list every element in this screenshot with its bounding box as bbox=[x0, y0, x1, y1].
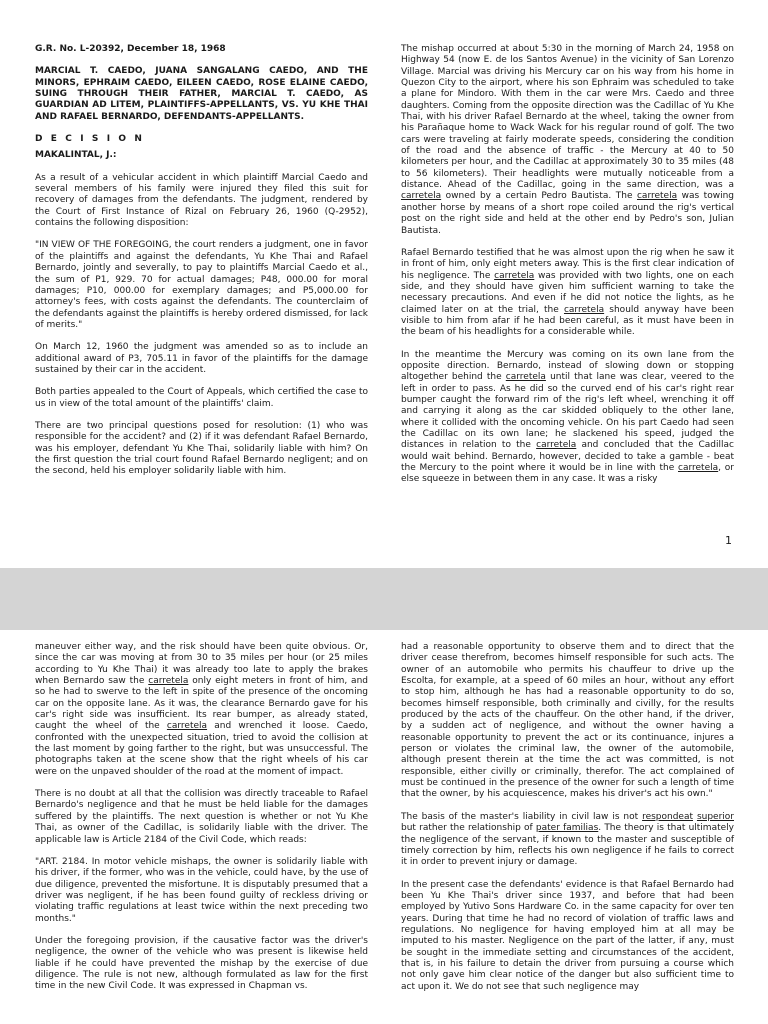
text-run: , or else squeeze in between them in any case. It was a risky bbox=[401, 463, 734, 485]
underlined-term: superior bbox=[696, 811, 734, 822]
underlined-term: carretela bbox=[166, 721, 208, 732]
underlined-term: carretela bbox=[494, 270, 535, 281]
text-run: was towing another horse by means of a short rope coiled around the rig's vertical post on the right side and held at the other end by Pedro's son, Julian Bautista. bbox=[401, 191, 734, 236]
underlined-term: carretela bbox=[563, 304, 605, 315]
text-run: but rather the relationship of bbox=[401, 823, 536, 834]
ponente: MAKALINTAL, J.: bbox=[35, 150, 117, 161]
underlined-term: carretela bbox=[636, 191, 678, 202]
text-run: In the meantime the Mercury was coming on its own lane from the opposite direction. Bernardo, instead of slowing down or stopping altogether behind the bbox=[401, 349, 734, 383]
case-number: G.R. No. L-20392, December 18, 1968 bbox=[35, 44, 226, 54]
text-run: was provided with two lights, one on each side, and they should have given him sufficient warning to take the necessary precautions. And even if he did not notice the lights, as he claimed later on at the trial, the bbox=[401, 270, 734, 315]
document-page-2 bbox=[0, 630, 768, 1024]
quoted-disposition: "IN VIEW OF THE FOREGOING, the court renders a judgment, one in favor of the plaintiffs and against the defendants, Yu Khe Thai and Rafael Bernardo, jointly and severally, to pay to plaintiffs Marcial Caedo et al., the sum of P1, 929. 70 for actual damages; P48, 000.00 for moral damages; P10, 000.00 for exemplary damages; and P5,000.00 for attorney's fees, with costs against the defendants. The counterclaim of the defendants against the plaintiffs is hereby ordered dismissed, for lack of merits." bbox=[35, 240, 368, 330]
paragraph: Under the foregoing provision, if the causative factor was the driver's negligence, the owner of the vehicle who was present is likewise held liable if he could have prevented the mishap by the exercise of due diligence. The rule is not new, although formulated as law for the first time in the new Civil Code. It was expressed in Chapman vs. bbox=[35, 935, 368, 992]
paragraph: There is no doubt at all that the collision was directly traceable to Rafael Bernardo's negligence and that he must be held liable for the damages suffered by the plaintiffs. The next question is whether or not Yu Khe Thai, as owner of the Cadillac, is solidarily liable with the driver. The applicable law is Article 2184 of the Civil Code, which reads: bbox=[35, 789, 368, 845]
paragraph bbox=[401, 812, 734, 869]
paragraph bbox=[401, 44, 734, 237]
text-run: The basis of the master's liability in civil law is not bbox=[401, 811, 643, 822]
underlined-term: carretela bbox=[536, 440, 577, 451]
text-run: and wrenched it loose. Caedo, confronted with the unexpected situation, tried to avoid the collision at the last moment by going farther to the right, but was unsuccessful. The photographs taken at the scene show that the right wheels of his car were on the unpaved shoulder of the road at the moment of impact. bbox=[35, 721, 368, 777]
text-run: and concluded that the Cadillac would wait behind. Bernardo, however, decided to take a gamble - beat the Mercury to the point where it would be in line with the bbox=[401, 440, 734, 474]
underlined-term: respondeat bbox=[642, 811, 694, 822]
text-run: until that lane was clear, veered to the left in order to pass. As he did so the curved end of his car's right rear bumper caught the forward rim of the rig's left wheel, wrenching it off and carrying it along as the car skidded obliquely to the other lane, where it collided with the oncoming vehicle. On his part Caedo had seen the Cadillac on its own lane; he slackened his speed, judged the distances in relation to the bbox=[401, 372, 734, 451]
paragraph: On March 12, 1960 the judgment was amended so as to include an additional award of P3, 705.11 in favor of the plaintiffs for the damage sustained by their car in the accident. bbox=[35, 342, 368, 375]
text-run: owned by a certain Pedro Bautista. The bbox=[441, 191, 637, 202]
underlined-term: carretela bbox=[505, 372, 546, 383]
quoted-article: "ART. 2184. In motor vehicle mishaps, the owner is solidarily liable with his driver, if the former, who was in the vehicle, could have, by the use of due diligence, prevented the misfortune. It is disputably presumed that a driver was negligent, if he has been found guilty of reckless driving or violating traffic regulations at least twice within the next preceding two months." bbox=[35, 856, 368, 924]
text-run: . The theory is that ultimately the negligence of the servant, if known to the master and susceptible of timely correction by him, reflects his own negligence if he fails to correct it in order to prevent injury or damage. bbox=[401, 823, 734, 868]
text-run: maneuver either way, and the risk should have been quite obvious. Or, since the car was moving at from 30 to 35 miles per hour (or 25 miles according to Yu Khe Thai) it was already too late to apply the brakes when Bernardo saw the bbox=[35, 642, 368, 687]
text-run: only eight meters in front of him, and so he had to swerve to the left in spite of the presence of the oncoming car on the opposite lane. As it was, the clearance Bernardo gave for his car's right side was insufficient. Its rear bumper, as already stated, caught the wheel of the bbox=[35, 676, 368, 732]
page-number: 1 bbox=[725, 534, 732, 547]
paragraph: There are two principal questions posed for resolution: (1) who was responsible for the accident? and (2) if it was defendant Rafael Bernardo, was his employer, defendant Yu Khe Thai, solidarily liable with him? On the first question the trial court found Rafael Bernardo negligent; and on the second, held his employer solidarily liable with him. bbox=[35, 420, 368, 477]
underlined-term: pater familias bbox=[535, 823, 599, 834]
underlined-term: carretela bbox=[678, 463, 719, 474]
paragraph bbox=[35, 642, 368, 778]
paragraph: As a result of a vehicular accident in which plaintiff Marcial Caedo and several members of his family were injured they filed this suit for recovery of damages from the defendants. The judgment, rendered by the Court of First Instance of Rizal on February 26, 1960 (Q-2952), contains the following disposition: bbox=[35, 172, 368, 229]
paragraph: In the present case the defendants' evidence is that Rafael Bernardo had been Yu Khe Thai's driver since 1937, and before that had been employed by Yutivo Sons Hardware Co. in the same capacity for over ten years. During that time he had no record of violation of traffic laws and regulations. No negligence for having employed him at all may be imputed to his master. Negligence on the part of the latter, if any, must be sought in the immediate setting and circumstances of the accident, that is, in his failure to detain the driver from pursuing a course which not only gave him clear notice of the danger but also sufficient time to act upon it. We do not see that such negligence may bbox=[401, 879, 734, 992]
paragraph bbox=[401, 350, 734, 486]
paragraph bbox=[401, 248, 734, 339]
underlined-term: carretela bbox=[401, 191, 442, 202]
underlined-term: carretela bbox=[148, 676, 189, 687]
page-1-left-column bbox=[35, 44, 368, 489]
paragraph: Both parties appealed to the Court of Appeals, which certified the case to us in view of the total amount of the plaintiffs' claim. bbox=[35, 387, 368, 409]
decision-heading: D E C I S I O N bbox=[35, 134, 145, 145]
text-run: The mishap occurred at about 5:30 in the morning of March 24, 1958 on Highway 54 (now E. de los Santos Avenue) in the vicinity of San Lorenzo Village. Marcial was driving his Mercury car on his way from his home in Quezon City to the airport, where his son Ephraim was scheduled to take a plane for Mindoro. With them in the car were Mrs. Caedo and three daughters. Coming from the opposite direction was the Cadillac of Yu Khe Thai, with his driver Rafael Bernardo at the wheel, taking the owner from his Parañaque home to Wack Wack for his regular round of golf. The two cars were traveling at fairly moderate speeds, considering the condition of the road and the absence of traffic - the Mercury at 40 to 50 kilometers per hour, and the Cadillac at approximately 30 to 35 miles (48 to 56 kilometers). Their headlights were mutually noticeable from a distance. Ahead of the Cadillac, going in the same direction, was a bbox=[401, 44, 734, 191]
case-parties: MARCIAL T. CAEDO, JUANA SANGALANG CAEDO, AND THE MINORS, EPHRAIM CAEDO, EILEEN CAEDO, ROSE ELAINE CAEDO, SUING THROUGH THEIR FATHER, MARCIAL T. CAEDO, AS GUARDIAN AD LITEM, PLAINTIFFS-APPELLANTS, VS. YU KHE THAI AND RAFAEL BERNARDO, DEFENDANTS-APPELLANTS. bbox=[35, 66, 368, 122]
page-2-left-column bbox=[35, 642, 368, 1004]
paragraph: had a reasonable opportunity to observe them and to direct that the driver cease therefrom, becomes himself responsible for such acts. The owner of an automobile who permits his chauffeur to drive up the Escolta, for example, at a speed of 60 miles an hour, without any effort to stop him, although he has had a reasonable opportunity to do so, becomes himself responsible, both criminally and civilly, for the results produced by the acts of the chauffeur. On the other hand, if the driver, by a sudden act of negligence, and without the owner having a reasonable opportunity to prevent the act or its continuance, injures a person or violates the criminal law, the owner of the automobile, although present therein at the time the act was committed, is not responsible, either civilly or criminally, therefor. The act complained of must be continued in the presence of the owner for such a length of time that the owner, by his acquiescence, makes his driver's act his own." bbox=[401, 642, 734, 800]
text-run: should anyway have been visible to him from afar if he had been careful, as it must have been in the beam of his headlights for a considerable while. bbox=[401, 304, 734, 338]
text-run: Rafael Bernardo testified that he was almost upon the rig when he saw it in front of him, only eight meters away. This is the first clear indication of his negligence. The bbox=[401, 247, 734, 281]
page-1-right-column bbox=[401, 44, 734, 497]
page-2-right-column bbox=[401, 642, 734, 1004]
